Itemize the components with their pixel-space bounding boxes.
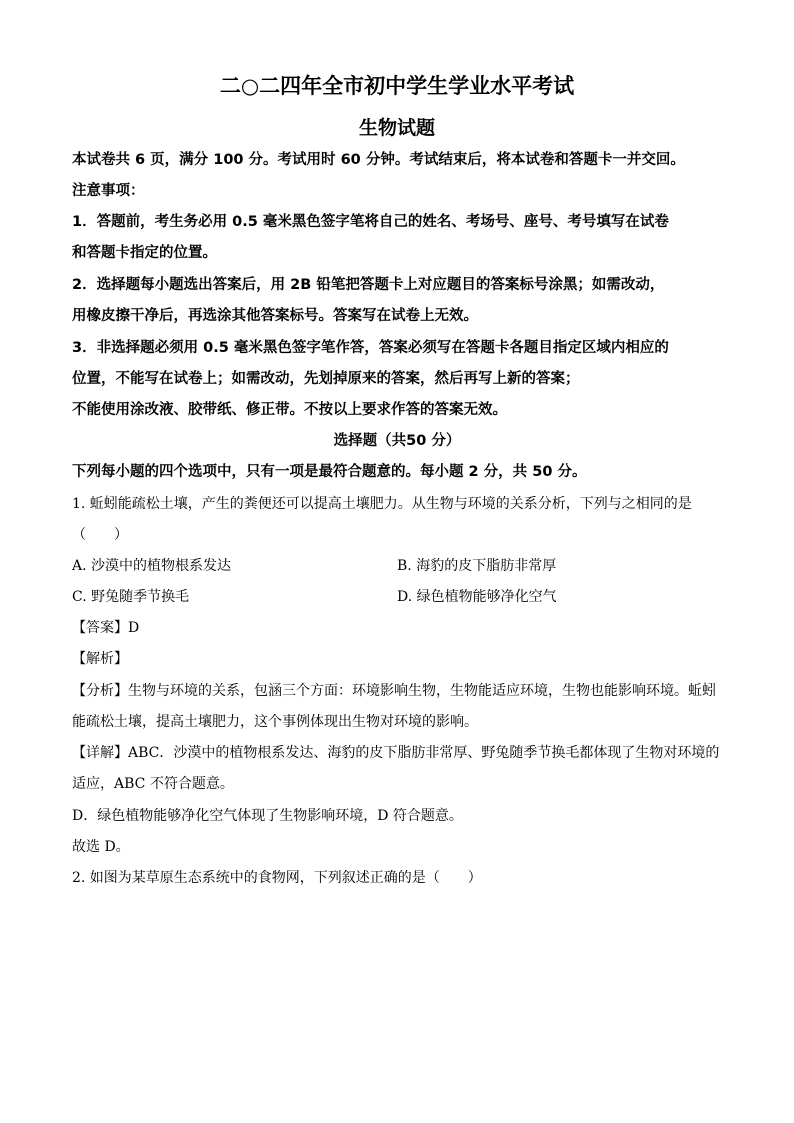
fenxi-text-1: 生物与环境的关系，包涵三个方面：环境影响生物，生物能适应环境，生物也能影响环境。蚯蚓 <box>128 683 716 699</box>
notice-line-5: 3．非选择题必须用 0.5 毫米黑色签字笔作答，答案必须写在答题卡各题目指定区域内相应的 <box>72 340 669 356</box>
notice-line-1: 1．答题前，考生务必用 0.5 毫米黑色签字笔将自己的姓名、考场号、座号、考号填写在试卷 <box>72 214 669 230</box>
xiangjie-label: 【详解】 <box>72 745 128 761</box>
section-instruction: 下列每小题的四个选项中，只有一项是最符合题意的。每小题 2 分，共 50 分。 <box>72 464 587 480</box>
notice-line-3: 2．选择题每小题选出答案后，用 2B 铅笔把答题卡上对应题目的答案标号涂黑；如需改动， <box>72 277 665 293</box>
notice-line-4: 用橡皮擦干净后，再选涂其他答案标号。答案写在试卷上无效。 <box>72 308 478 324</box>
q1-option-d: D. 绿色植物能够净化空气 <box>397 589 557 605</box>
answer-label: 【答案】 <box>72 620 128 636</box>
section-heading: 选择题（共50 分） <box>333 433 461 449</box>
exam-title: 二○二四年全市初中学生学业水平考试 <box>219 74 575 98</box>
q1-answer <box>72 618 139 638</box>
notice-heading: 注意事项： <box>72 183 145 199</box>
q2-stem: 2. 如图为某草原生态系统中的食物网，下列叙述正确的是（ ） <box>72 870 482 886</box>
notice-line-2: 和答题卡指定的位置。 <box>72 245 217 261</box>
q1-stem-line-2: （ ） <box>72 527 128 543</box>
answer-value: D <box>128 620 140 636</box>
q1-xiangjie-line-3: D．绿色植物能够净化空气体现了生物影响环境，D 符合题意。 <box>72 808 463 824</box>
q1-xiangjie-line-1 <box>72 743 719 763</box>
q1-option-c: C. 野兔随季节换毛 <box>72 589 190 605</box>
q1-conclusion: 故选 D。 <box>72 839 130 855</box>
fenxi-label: 【分析】 <box>72 683 128 699</box>
intro-text: 本试卷共 6 页，满分 100 分。考试用时 60 分钟。考试结束后，将本试卷和答题卡一并交回。 <box>72 152 685 168</box>
q1-fenxi-line-1 <box>72 681 716 701</box>
q1-fenxi-line-2: 能疏松土壤，提高土壤肥力，这个事例体现出生物对环境的影响。 <box>72 714 478 730</box>
subject-title: 生物试题 <box>358 117 435 139</box>
xiangjie-text-1: ABC．沙漠中的植物根系发达、海豹的皮下脂肪非常厚、野兔随季节换毛都体现了生物对环境的 <box>128 745 720 761</box>
notice-line-7: 不能使用涂改液、胶带纸、修正带。不按以上要求作答的答案无效。 <box>72 402 507 418</box>
q1-option-b: B. 海豹的皮下脂肪非常厚 <box>397 558 557 574</box>
q1-xiangjie-line-2: 适应，ABC 不符合题意。 <box>72 776 234 792</box>
notice-line-6: 位置，不能写在试卷上；如需改动，先划掉原来的答案，然后再写上新的答案； <box>72 371 580 387</box>
q1-stem-line-1: 1. 蚯蚓能疏松土壤，产生的粪便还可以提高土壤肥力。从生物与环境的关系分析，下列与之相同的是 <box>72 496 692 512</box>
q1-analysis-label: 【解析】 <box>72 651 128 667</box>
q1-option-a: A. 沙漠中的植物根系发达 <box>72 558 232 574</box>
